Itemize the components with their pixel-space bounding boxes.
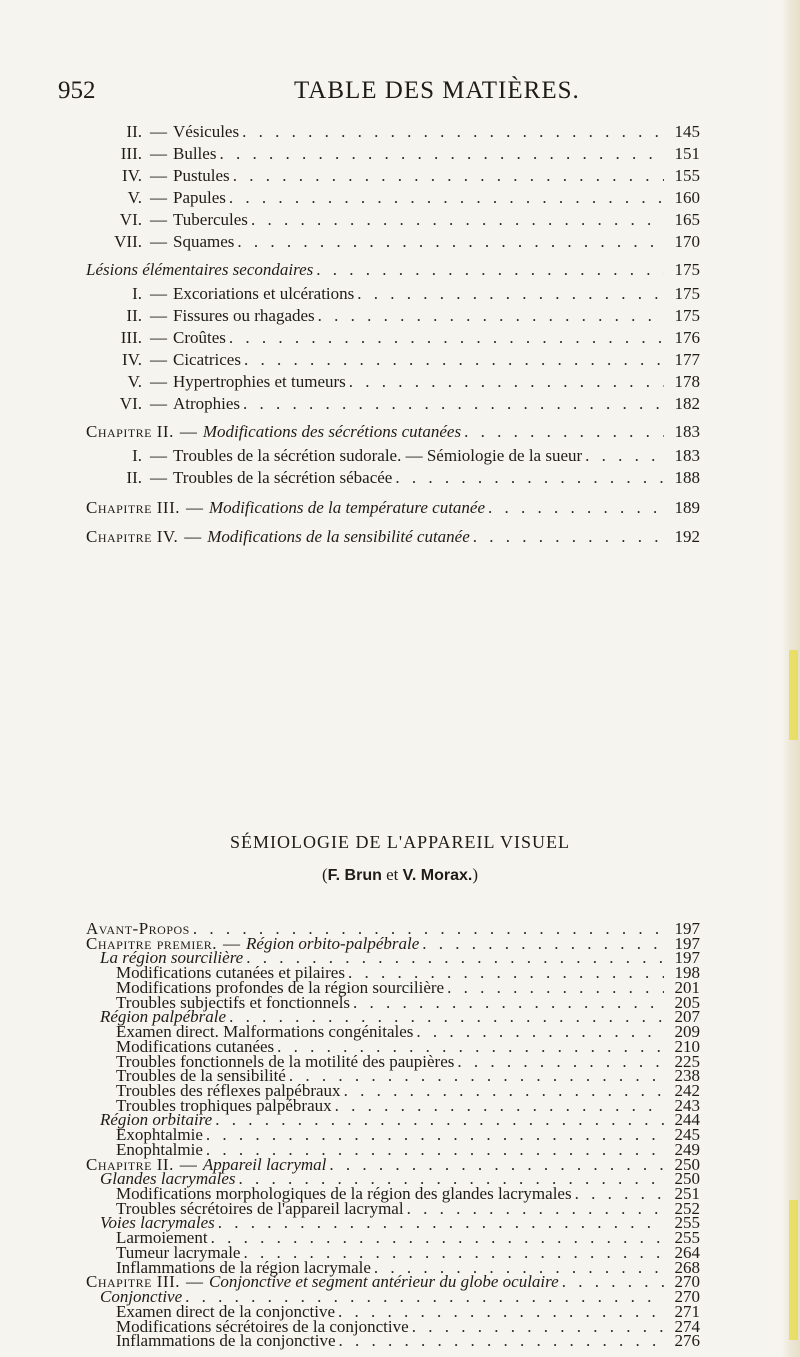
entry-page: 197 [674, 919, 700, 938]
entry-page: 274 [674, 1316, 700, 1336]
entry-label: Modifications cutanées et pilaires [116, 963, 345, 983]
entry-label: Examen direct de la conjonctive [116, 1301, 336, 1321]
section-authors: (F. Brun et V. Morax.) [321, 865, 478, 884]
entry-label: Enophtalmie [116, 1139, 203, 1159]
section-title: SÉMIOLOGIE DE L'APPAREIL VISUEL [229, 832, 571, 852]
entry-page: 175 [674, 260, 700, 279]
entry-page: 182 [674, 394, 700, 413]
heading-label: Avant-Propos [86, 919, 190, 938]
chapter-prefix: Chapitre II. [86, 1154, 174, 1174]
entry-label: Inflammations de la région lacrymale [116, 1257, 371, 1277]
entry-page: 242 [674, 1080, 700, 1100]
entry-number: IV. [122, 166, 142, 185]
entry-page: 177 [674, 350, 700, 369]
toc-chapter[interactable]: Chapitre IV. — Modifications de la sensibilité cutanée . . . 192 [86, 526, 700, 548]
entry-page: 178 [674, 372, 700, 391]
entry-page: 188 [674, 468, 700, 487]
entry-label: Inflammations de la conjonctive [116, 1331, 336, 1351]
entry-page: 175 [674, 306, 700, 325]
entry-page: 175 [674, 284, 700, 303]
toc-entry[interactable]: IV. — Pustules . . . 155 [100, 165, 700, 187]
entry-page: 270 [674, 1272, 700, 1292]
entry-number: II. [126, 468, 142, 487]
entry-page: 276 [674, 1331, 700, 1351]
entry-number: II. [126, 122, 142, 141]
entry-page: 250 [674, 1169, 700, 1189]
chapter-prefix: Chapitre II. [86, 422, 174, 441]
entry-number: VI. [119, 210, 142, 229]
entry-page: 145 [674, 122, 700, 141]
toc-entry[interactable] [116, 1330, 700, 1352]
entry-page: 197 [674, 933, 700, 953]
entry-label: Vésicules [173, 122, 240, 141]
entry-label: Modifications sécrétoires de la conjonctive [116, 1316, 409, 1336]
entry-label: Fissures ou rhagades [173, 306, 315, 325]
entry-label: Troubles de la sécrétion sébacée [173, 468, 393, 487]
heading-label: La région sourcilière [100, 948, 244, 968]
toc-chapter[interactable]: Chapitre II. — Appareil lacrymal . . . 250 [86, 1154, 700, 1176]
entry-label: Troubles de la sensibilité [116, 1066, 286, 1086]
entry-number: I. [132, 446, 142, 465]
entry-page: 245 [674, 1125, 700, 1145]
entry-number: V. [127, 372, 142, 391]
entry-label: Papules [173, 188, 226, 207]
entry-label: Troubles sécrétoires de l'appareil lacrymal [116, 1198, 404, 1218]
entry-page: 209 [674, 1022, 700, 1042]
entry-page: 183 [674, 422, 700, 441]
entry-label: Cicatrices [173, 350, 241, 369]
chapter-prefix: Chapitre III. [86, 498, 180, 517]
entry-page: 170 [674, 232, 700, 251]
entry-label: Hypertrophies et tumeurs [173, 372, 346, 391]
entry-page: 198 [674, 963, 700, 983]
entry-number: I. [132, 284, 142, 303]
toc-entry[interactable]: VI. — Tubercules . . . 165 [100, 209, 700, 231]
running-title: TABLE DES MATIÈRES. [294, 77, 580, 104]
chapter-title: Modifications de la sensibilité cutanée [207, 527, 470, 546]
entry-page: 165 [674, 210, 700, 229]
entry-page: 270 [674, 1287, 700, 1307]
entry-page: 271 [674, 1301, 700, 1321]
toc-entry[interactable]: V. — Hypertrophies et tumeurs . . . 178 [100, 371, 700, 393]
entry-label: Bulles [173, 144, 217, 163]
entry-label: Troubles trophiques palpébraux [116, 1095, 332, 1115]
heading-label: Région orbitaire [100, 1110, 213, 1130]
entry-label: Troubles fonctionnels de la motilité des paupières [116, 1051, 455, 1071]
entry-page: 192 [674, 527, 700, 546]
entry-label: Larmoiement [116, 1228, 208, 1248]
toc-subheading[interactable] [100, 1168, 700, 1190]
chapter-title: Région orbito-palpébrale [246, 933, 420, 953]
toc-entry[interactable]: VI. — Atrophies . . . 182 [100, 393, 700, 415]
toc-chapter[interactable]: Chapitre premier. — Région orbito-palpébrale . . . 197 [86, 933, 700, 955]
chapter-title: Modifications des sécrétions cutanées [202, 422, 462, 441]
toc-chapter[interactable]: Chapitre II. — Modifications des sécrétions cutanées . . . 183 [86, 421, 700, 443]
entry-label: Exophtalmie [116, 1125, 203, 1145]
entry-page: 255 [674, 1228, 700, 1248]
entry-label: Squames [173, 232, 235, 251]
entry-label: Croûtes [173, 328, 226, 347]
entry-number: III. [120, 144, 142, 163]
entry-page: 189 [674, 498, 700, 517]
entry-label: Modifications profondes de la région sourcilière [116, 977, 445, 997]
toc-entry[interactable]: II. — Fissures ou rhagades . . . 175 [100, 305, 700, 327]
heading-label: Conjonctive [100, 1287, 183, 1307]
chapter-title: Conjonctive et segment antérieur du globe oculaire [209, 1272, 559, 1292]
entry-number: VII. [114, 232, 142, 251]
entry-page: 183 [674, 446, 700, 465]
chapter-title: Modifications de la température cutanée [209, 498, 486, 517]
entry-number: V. [127, 188, 142, 207]
toc-entry[interactable]: I. — Excoriations et ulcérations . . . 175 [100, 283, 700, 305]
entry-label: Troubles subjectifs et fonctionnels [116, 992, 351, 1012]
heading-label: Glandes lacrymales [100, 1169, 236, 1189]
entry-label: Examen direct. Malformations congénitales [116, 1022, 414, 1042]
entry-page: 244 [674, 1110, 700, 1130]
edge-stain [789, 650, 798, 740]
entry-page: 160 [674, 188, 700, 207]
entry-label: Troubles des réflexes palpébraux [116, 1080, 341, 1100]
entry-label: Atrophies [173, 394, 241, 413]
entry-label: Pustules [173, 166, 230, 185]
entry-page: 201 [674, 977, 700, 997]
entry-number: III. [120, 328, 142, 347]
entry-label: Modifications morphologiques de la région des glandes lacrymales [116, 1184, 572, 1204]
toc-entry[interactable]: VII. — Squames . . . 170 [100, 231, 700, 253]
toc-chapter[interactable]: Chapitre III. — Conjonctive et segment antérieur du globe oculaire . . . 270 [86, 1271, 700, 1293]
entry-page: 176 [674, 328, 700, 347]
entry-page: 251 [674, 1184, 700, 1204]
chapter-prefix: Chapitre III. [86, 1272, 180, 1292]
heading-label: Voies lacrymales [100, 1213, 215, 1233]
author-conjunction: et [386, 865, 399, 884]
heading-label: Lésions élémentaires secondaires [86, 260, 314, 279]
entry-page: 155 [674, 166, 700, 185]
chapter-title: Appareil lacrymal [202, 1154, 327, 1174]
toc-entry[interactable]: III. — Bulles . . . 151 [100, 143, 700, 165]
entry-page: 243 [674, 1095, 700, 1115]
entry-page: 255 [674, 1213, 700, 1233]
entry-number: II. [126, 306, 142, 325]
page-number: 952 [58, 77, 96, 104]
author-name: V. Morax. [402, 867, 473, 884]
entry-label: Tubercules [173, 210, 248, 229]
entry-page: 238 [674, 1066, 700, 1086]
entry-page: 225 [674, 1051, 700, 1071]
edge-stain [789, 1200, 798, 1340]
entry-page: 210 [674, 1036, 700, 1056]
entry-page: 151 [674, 144, 700, 163]
entry-number: IV. [122, 350, 142, 369]
chapter-prefix: Chapitre premier. [86, 933, 218, 953]
toc-heading[interactable] [86, 259, 700, 281]
entry-page: 197 [674, 948, 700, 968]
entry-page: 207 [674, 1007, 700, 1027]
entry-label: Tumeur lacrymale [116, 1242, 241, 1262]
entry-page: 205 [674, 992, 700, 1012]
heading-label: Région palpébrale [100, 1007, 227, 1027]
entry-page: 252 [674, 1198, 700, 1218]
entry-label: Troubles de la sécrétion sudorale. — Sémiologie de la sueur [173, 446, 583, 465]
page-header [58, 64, 718, 104]
toc-chapter[interactable]: Chapitre III. — Modifications de la température cutanée . . . 189 [86, 497, 700, 519]
toc-entry[interactable]: IV. — Cicatrices . . . 177 [100, 349, 700, 371]
toc-entry[interactable]: II. — Vésicules . . . 145 [100, 121, 700, 143]
toc-entry[interactable]: I. — Troubles de la sécrétion sudorale. — Sémiologie de la sueur . . . 183 [100, 445, 700, 467]
entry-number: VI. [119, 394, 142, 413]
entry-page: 249 [674, 1139, 700, 1159]
entry-label: Excoriations et ulcérations [173, 284, 355, 303]
entry-page: 264 [674, 1242, 700, 1262]
toc-entry[interactable]: V. — Papules . . . 160 [100, 187, 700, 209]
chapter-prefix: Chapitre IV. [86, 527, 179, 546]
toc-entry[interactable]: III. — Croûtes . . . 176 [100, 327, 700, 349]
toc-entry[interactable]: II. — Troubles de la sécrétion sébacée . . . 188 [100, 467, 700, 489]
entry-page: 268 [674, 1257, 700, 1277]
entry-label: Modifications cutanées [116, 1036, 275, 1056]
author-name: F. Brun [327, 867, 382, 884]
entry-page: 250 [674, 1154, 700, 1174]
